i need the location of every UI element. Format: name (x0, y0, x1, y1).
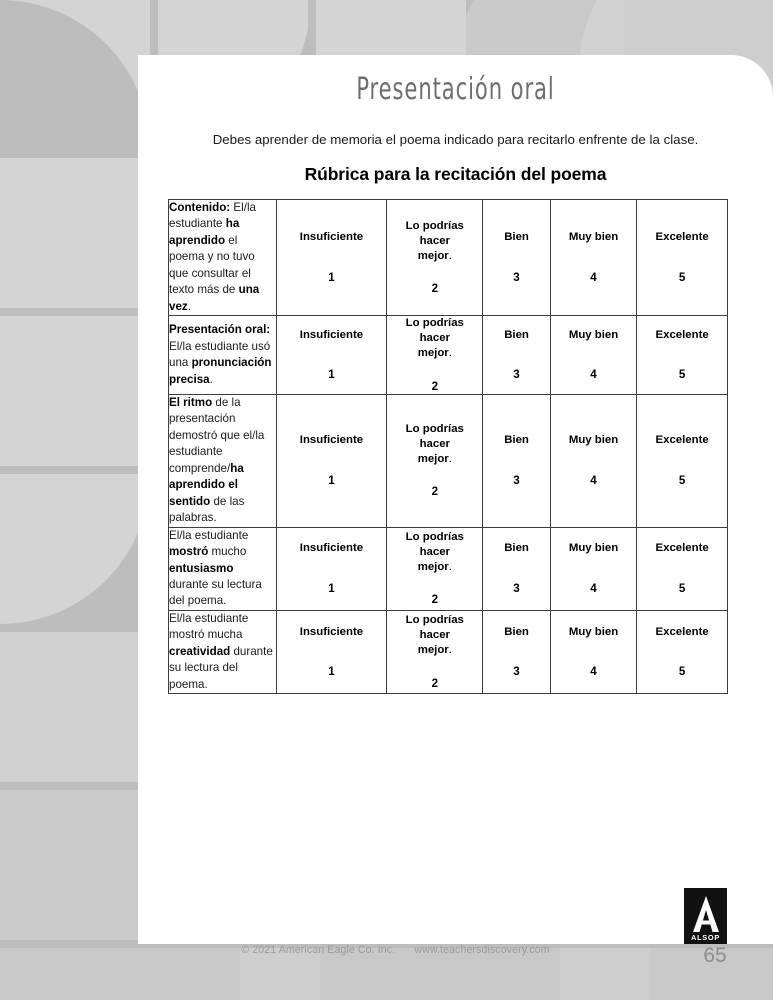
score-excelente-label: Excelente (655, 328, 709, 341)
score-muy-bien-label: Muy bien (568, 328, 619, 341)
score-bien (483, 395, 551, 528)
score-muy-bien-value: 4 (590, 270, 597, 284)
score-muy-bien (550, 527, 636, 610)
score-excelente-value: 5 (678, 581, 686, 595)
rubric-row-ritmo (169, 395, 728, 528)
score-excelente (637, 395, 728, 528)
score-bien-value: 3 (513, 270, 520, 284)
score-excelente (637, 610, 728, 693)
score-excelente (637, 200, 728, 316)
rubric-table-body (169, 200, 728, 694)
score-lo-podrias-hacer-mejor-value: 2 (431, 485, 439, 499)
score-lo-podrias-hacer-mejor-value: 2 (431, 676, 439, 690)
score-excelente-value: 5 (678, 665, 686, 679)
score-bien-label: Bien (504, 434, 529, 447)
score-excelente-label: Excelente (655, 434, 709, 447)
score-bien (483, 316, 551, 395)
score-insuficiente-value: 1 (328, 368, 335, 382)
score-bien-value: 3 (513, 665, 520, 679)
score-muy-bien-value: 4 (590, 581, 597, 595)
score-lo-podrias-hacer-mejor (387, 316, 483, 395)
score-bien-label: Bien (504, 625, 529, 638)
score-muy-bien-label: Muy bien (568, 625, 619, 638)
score-insuficiente-value: 1 (328, 473, 335, 487)
page-title: Presentación oral (356, 72, 555, 107)
footer-credit (0, 944, 773, 956)
score-bien-value: 3 (513, 581, 520, 595)
score-bien (483, 610, 551, 693)
score-bien (483, 527, 551, 610)
criterion-entusiasmo: El/la estudiante mostró mucho entusiasmo durante su lectura del poema. (169, 527, 277, 610)
score-excelente-label: Excelente (655, 231, 709, 244)
worksheet-card (138, 55, 773, 944)
copyright-text: © 2021 American Eagle Co. Inc. (241, 944, 396, 956)
score-lo-podrias-hacer-mejor (387, 395, 483, 528)
score-lo-podrias-hacer-mejor-label: Lo podrías hacer mejor. (405, 219, 464, 262)
website-url: www.teachersdiscovery.com (414, 944, 550, 956)
alsop-a-icon (691, 895, 721, 933)
score-lo-podrias-hacer-mejor (387, 527, 483, 610)
rubric-table (168, 199, 728, 694)
score-excelente (637, 527, 728, 610)
score-insuficiente (276, 316, 387, 395)
score-lo-podrias-hacer-mejor-value: 2 (431, 379, 439, 393)
score-insuficiente-label: Insuficiente (299, 434, 364, 447)
score-insuficiente-label: Insuficiente (299, 328, 364, 341)
intro-instructions: Debes aprender de memoria el poema indicado para recitarlo enfrente de la clase. (212, 132, 699, 147)
criterion-presentacion-oral: Presentación oral: El/la estudiante usó una pronunciación precisa. (169, 316, 277, 395)
score-bien-label: Bien (504, 328, 529, 341)
score-insuficiente-value: 1 (328, 665, 335, 679)
score-insuficiente (276, 610, 387, 693)
score-muy-bien-label: Muy bien (568, 231, 619, 244)
score-bien-value: 3 (513, 473, 520, 487)
score-insuficiente-label: Insuficiente (299, 231, 364, 244)
score-muy-bien-value: 4 (590, 473, 597, 487)
rubric-row-entusiasmo (169, 527, 728, 610)
score-lo-podrias-hacer-mejor-value: 2 (431, 593, 439, 607)
score-bien-label: Bien (504, 231, 529, 244)
rubric-row-contenido (169, 200, 728, 316)
criterion-creatividad: El/la estudiante mostró mucha creatividad durante su lectura del poema. (169, 610, 277, 693)
alsop-wordmark: ALSOP (691, 932, 720, 942)
score-muy-bien (550, 200, 636, 316)
score-insuficiente-label: Insuficiente (299, 625, 364, 638)
score-muy-bien-label: Muy bien (568, 542, 619, 555)
score-excelente-value: 5 (678, 270, 686, 284)
criterion-ritmo: El ritmo de la presentación demostró que el/la estudiante comprende/ha aprendido el sentido de las palabras. (169, 395, 277, 528)
score-bien (483, 200, 551, 316)
score-lo-podrias-hacer-mejor (387, 610, 483, 693)
score-insuficiente (276, 395, 387, 528)
score-lo-podrias-hacer-mejor-label: Lo podrías hacer mejor. (405, 422, 464, 465)
score-excelente (637, 316, 728, 395)
score-muy-bien-value: 4 (590, 665, 597, 679)
score-excelente-label: Excelente (655, 542, 709, 555)
rubric-row-creatividad (169, 610, 728, 693)
score-lo-podrias-hacer-mejor-value: 2 (431, 282, 439, 296)
criterion-contenido: Contenido: El/la estudiante ha aprendido el poema y no tuvo que consultar el texto más de una vez. (169, 200, 277, 316)
page-number: 65 (703, 944, 727, 967)
score-bien-label: Bien (504, 542, 529, 555)
rubric-heading: Rúbrica para la recitación del poema (304, 164, 607, 185)
score-muy-bien (550, 610, 636, 693)
score-lo-podrias-hacer-mejor-label: Lo podrías hacer mejor. (405, 614, 464, 657)
score-excelente-value: 5 (678, 368, 686, 382)
score-lo-podrias-hacer-mejor (387, 200, 483, 316)
score-bien-value: 3 (513, 368, 520, 382)
alsop-logo (684, 888, 727, 944)
score-muy-bien (550, 316, 636, 395)
score-muy-bien-value: 4 (590, 368, 597, 382)
score-excelente-label: Excelente (655, 625, 709, 638)
score-insuficiente-value: 1 (328, 581, 335, 595)
score-muy-bien (550, 395, 636, 528)
score-excelente-value: 5 (678, 473, 686, 487)
score-insuficiente (276, 200, 387, 316)
score-lo-podrias-hacer-mejor-label: Lo podrías hacer mejor. (405, 530, 464, 573)
score-insuficiente-value: 1 (328, 270, 335, 284)
score-lo-podrias-hacer-mejor-label: Lo podrías hacer mejor. (405, 317, 464, 360)
score-muy-bien-label: Muy bien (568, 434, 619, 447)
score-insuficiente-label: Insuficiente (299, 542, 364, 555)
rubric-row-presentacion-oral (169, 316, 728, 395)
score-insuficiente (276, 527, 387, 610)
